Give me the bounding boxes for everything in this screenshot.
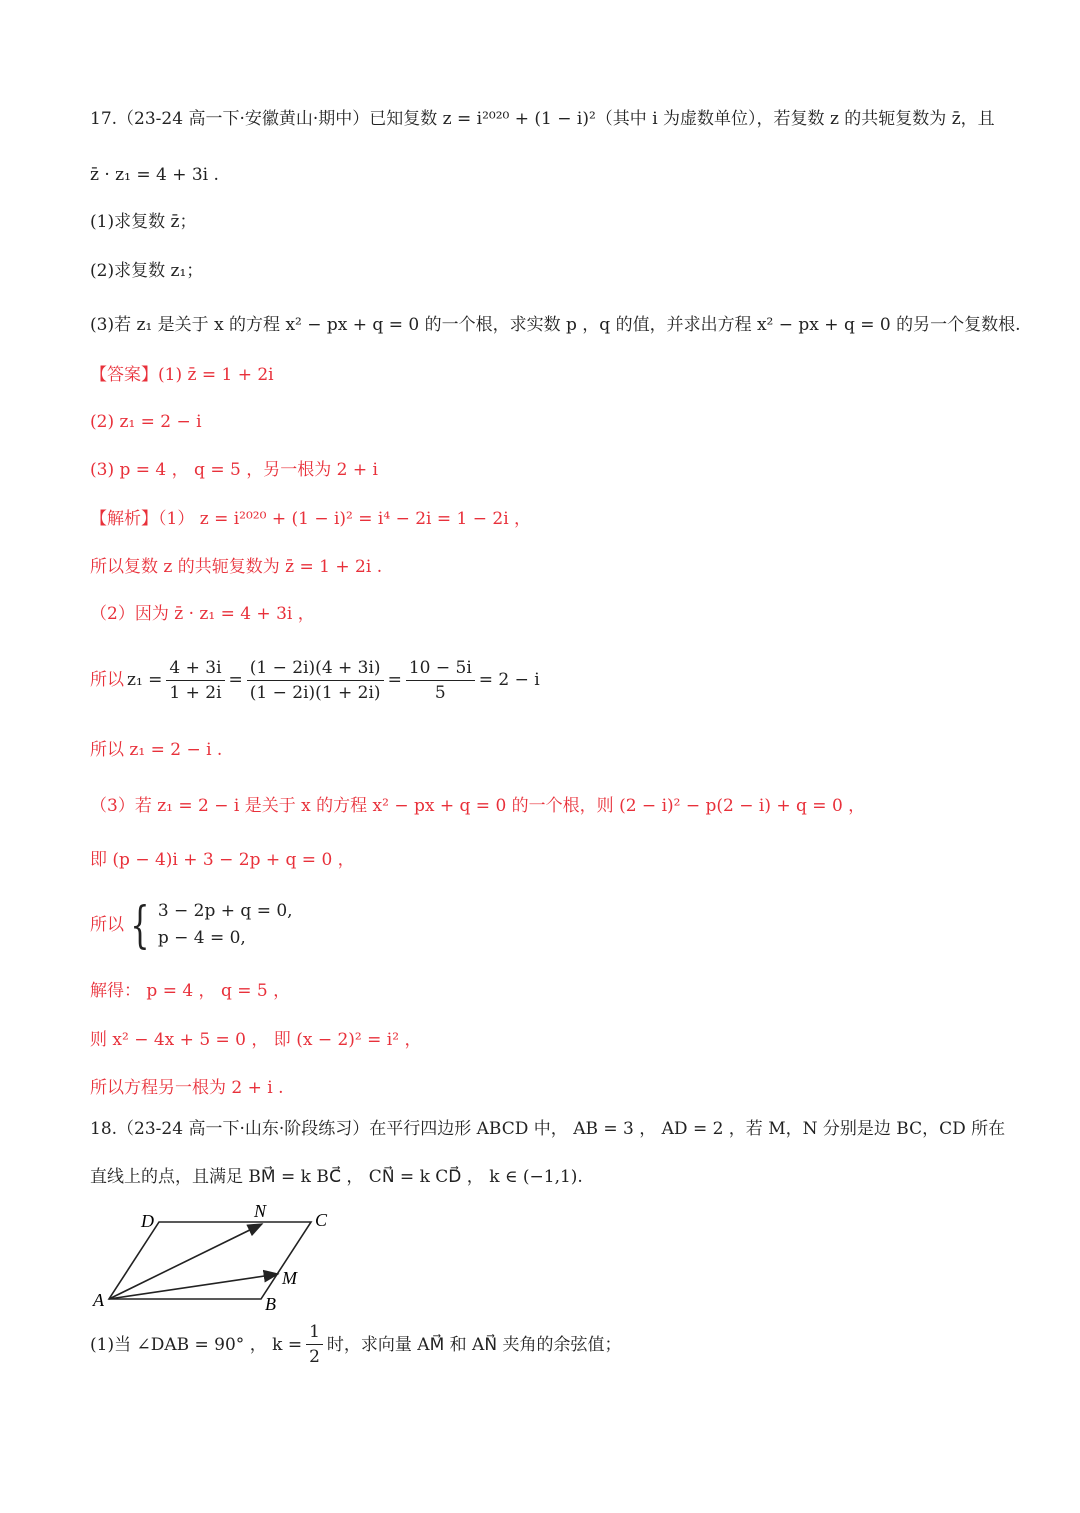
- analysis-l3: （2）因为 z̄ · z₁ = 4 + 3i ，: [90, 604, 315, 624]
- fraction-3: [406, 656, 475, 705]
- analysis-l4-tail: = 2 − i: [478, 670, 540, 690]
- analysis-l9: 解得： p = 4 ， q = 5 ，: [90, 981, 291, 1001]
- analysis-l2: 所以复数 z 的共轭复数为 z̄ = 1 + 2i .: [90, 557, 383, 577]
- answer-3-math2: 2 + i: [331, 460, 378, 480]
- fraction-2-den: (1 − 2i)(1 + 2i): [249, 682, 381, 703]
- fraction-half-num: 1: [306, 1320, 323, 1345]
- q17-part2: (2)求复数 z₁；: [90, 261, 204, 281]
- label-a: A: [93, 1290, 104, 1310]
- label-m: M: [282, 1268, 297, 1288]
- q17-stem-line2: z̄ · z₁ = 4 + 3i .: [90, 165, 219, 185]
- fraction-3-num: 10 − 5i: [406, 656, 475, 681]
- fraction-1-num: 4 + 3i: [166, 656, 224, 681]
- analysis-l1: （1） z = i²⁰²⁰ + (1 − i)² = i⁴ − 2i = 1 − 2i ，: [158, 509, 532, 529]
- analysis-l4-lhs: z₁ =: [127, 670, 163, 690]
- fraction-3-den: 5: [434, 682, 446, 703]
- analysis-l11: 所以方程另一根为 2 + i .: [90, 1078, 284, 1098]
- parallelogram-figure: [85, 1200, 345, 1318]
- q18-part1: [90, 1320, 1020, 1369]
- analysis-l7: 即 (p − 4)i + 3 − 2p + q = 0 ，: [90, 850, 355, 870]
- brace-symbol: {: [130, 896, 150, 954]
- system-eq1: 3 − 2p + q = 0,: [157, 901, 293, 921]
- analysis-tag: 【解析】: [90, 509, 158, 529]
- fraction-2: [247, 656, 384, 705]
- q18-part1-a: (1)当 ∠DAB = 90° ， k =: [90, 1334, 303, 1355]
- analysis-l4: 所以 z₁ = $\frac{4 + 3i}{1 + 2i}$ = $\frac{(1 - 2i)(4 + 3i)}{(1 - 2i)(1 + 2i)}$ = $\frac{10 - 5i}{5}$ = 2 − i: [90, 655, 1020, 705]
- answer-2: (2) z₁ = 2 − i: [90, 412, 202, 432]
- answer-3-text: 另一根为: [263, 460, 332, 480]
- analysis-l6: （3）若 z₁ = 2 − i 是关于 x 的方程 x² − px + q = 0 的一个根，则 (2 − i)² − p(2 − i) + q = 0 ，: [90, 796, 866, 816]
- fraction-1-den: 1 + 2i: [169, 682, 222, 703]
- equation-system: [158, 898, 293, 952]
- q18-stem-line1: 18.（23-24 高一下·山东·阶段练习）在平行四边形 ABCD 中， AB = 3 ， AD = 2 ，若 M，N 分别是边 BC，CD 所在: [90, 1119, 1006, 1139]
- q18-stem-line2: 直线上的点，且满足 BM⃗ = k BC⃗ ， CN⃗ = k CD⃗ ， k ∈ (−1,1).: [90, 1167, 583, 1187]
- label-n: N: [254, 1201, 267, 1221]
- q18-part1-b: 时，求向量 AM⃗ 和 AN⃗ 夹角的余弦值；: [326, 1334, 622, 1355]
- q17-part1: (1)求复数 z̄；: [90, 212, 197, 232]
- fraction-half-den: 2: [309, 1347, 320, 1367]
- label-b: B: [265, 1294, 276, 1314]
- label-c: C: [315, 1210, 328, 1230]
- fraction-2-num: (1 − 2i)(4 + 3i): [247, 656, 384, 681]
- answer-line1: [90, 362, 1020, 388]
- label-d: D: [141, 1211, 154, 1231]
- q17-part3: (3)若 z₁ 是关于 x 的方程 x² − px + q = 0 的一个根，求实数 p ，q 的值，并求出方程 x² − px + q = 0 的另一个复数根.: [90, 315, 1021, 335]
- answer-1: (1) z̄ = 1 + 2i: [158, 365, 274, 385]
- analysis-line1: [90, 506, 1020, 532]
- analysis-l8: [90, 898, 1020, 952]
- answer-3-math1: (3) p = 4 ， q = 5 ，: [90, 460, 264, 480]
- analysis-l4-prefix: 所以: [90, 670, 124, 690]
- analysis-l8-prefix: 所以: [90, 915, 124, 935]
- parallelogram-shape: [109, 1222, 311, 1299]
- fraction-1: [166, 656, 224, 705]
- answer-tag: 【答案】: [90, 365, 158, 385]
- fraction-half: [306, 1320, 323, 1369]
- answer-line3: [90, 457, 1020, 483]
- analysis-l5: 所以 z₁ = 2 − i .: [90, 740, 223, 760]
- analysis-l10: 则 x² − 4x + 5 = 0 ， 即 (x − 2)² = i² ，: [90, 1030, 422, 1050]
- system-eq2: p − 4 = 0,: [157, 928, 246, 948]
- q17-stem-line1: 17.（23-24 高一下·安徽黄山·期中）已知复数 z = i²⁰²⁰ + (1 − i)²（其中 i 为虚数单位），若复数 z 的共轭复数为 z̄，且: [90, 109, 995, 129]
